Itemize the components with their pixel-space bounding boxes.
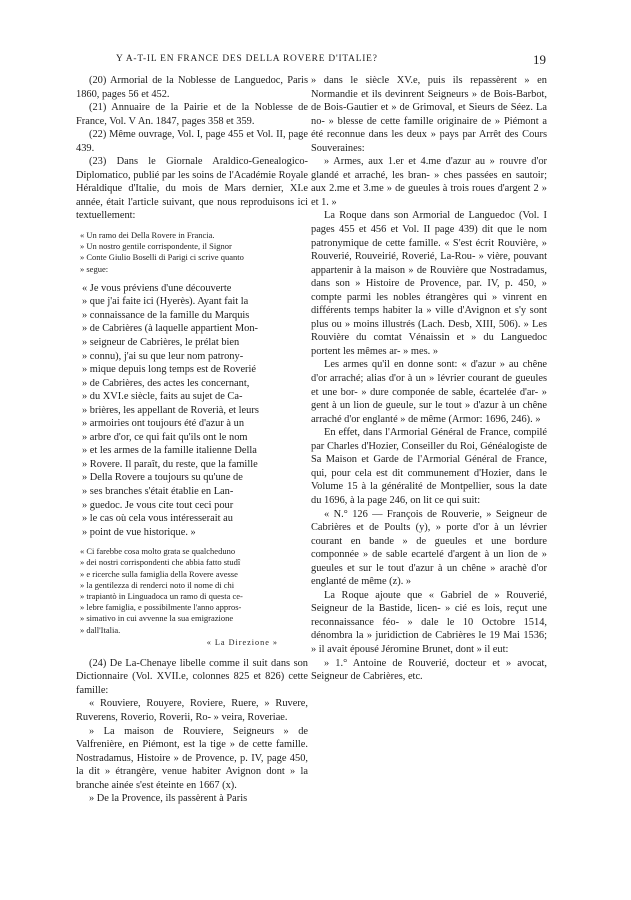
quote-line: » de Cabrières (à laquelle appartient Mon- [82,323,258,335]
footnote-24: (24) De La-Chenaye libelle comme il suit dans son Dictionnaire (Vol. XVII.e, colonnes 825 et 826) cette famille: [76,657,308,696]
page-number: 19 [533,52,546,67]
quote-line: » brières, les appellant de Roverià, et leurs [82,404,259,416]
footnote-22: (22) Même ouvrage, Vol. I, page 455 et Vol. II, page 439. [76,129,308,154]
italian-comment-line: » e ricerche sulla famiglia della Rovere avesse [80,568,238,579]
footnote-24-maison: » La maison de Rouviere, Seigneurs » de Valfrenière, en Piémont, est la tige » de cette famille. Nostradamus, Histoire » de Provence, p. IV, page 450, la dit » étrangère, venue habiter Avignon dont » la branche ainée s'est éteinte en 1667 (x). [76,725,308,791]
footnote-23: (23) Dans le Giornale Araldico-Genealogico-Diplomatico, publié par les soins de l'Académie Royale Héraldique d'Italie, du mois de Mars dernier, XI.e année, était l'article suivant, que nous reproduisons ici textuellement: [76,156,308,222]
quote-line: « Je vous préviens d'une découverte [82,282,232,294]
quote-line: » connu), j'ai su que leur nom patrony- [82,350,244,362]
number-126-paragraph: « N.° 126 — François de Rouverie, » Seigneur de Cabrières et de Poults (y), » porte d'or à un lévrier courant en bande » de gueules et une bordure componnée » de sable ecartelé d'argent à un lion de » gueules et sur le tout d'azur à un chêne » arachè d'or englanté de même (z). » [311,508,547,588]
italian-letter-line: » Conte Giulio Boselli di Parigi ci scrive quanto [80,252,244,263]
italian-comment-line: » dei nostri corrispondenti che abbia fatto studî [80,557,241,568]
italian-letter-line: » Un nostro gentile corrispondente, il Signor [80,241,232,252]
quote-line: » de Cabrières, des actes les concernant, [82,377,250,389]
italian-comment-line: « Ci farebbe cosa molto grata se qualcheduno [80,546,236,557]
signature: « La Direzione » [206,637,278,647]
quote-line: » mique depuis long temps est de Roverié [82,364,257,376]
continuation-paragraph: » dans le siècle XV.e, puis ils repassèrent » en Normandie et ils devinrent Seigneurs » de Bois-Barbot, de Bois-Gautier et » de Grimoval, et Sieurs de Séez. La no- » blesse de cette famille originaire de » Piémont a été reconnue dans les deux » pays par Arrêt des Cours Souveraines: [311,75,547,154]
left-column [76,74,308,806]
footnote-24-provence: » De la Provence, ils passèrent à Paris [89,793,248,805]
italian-comment [76,546,308,636]
footnote-24-names: « Rouviere, Rouyere, Roviere, Ruere, » Ruvere, Ruverens, Roverio, Roverii, Ro- » veira, Roveriae. [76,698,308,724]
italian-comment-line: » lebre famiglia, e possibilmente l'anno appros- [80,602,242,613]
footnote-20: (20) Armorial de la Noblesse de Languedoc, Paris 1860, pages 56 et 452. [76,75,308,100]
quote-line: » seigneur de Cabrières, le prélat bien [82,337,240,349]
quote-line: » et les armes de la famille italienne Della [82,445,257,457]
quote-line: » que j'ai faite ici (Hyerès). Ayant fait la [82,296,249,308]
italian-comment-line: » dall'Italia. [80,624,121,635]
armes-second-paragraph: Les armes qu'il en donne sont: « d'azur » au chêne d'or arraché; alias d'or à un » lévrier courant de gueules et une bor- » dure componée de sable, écartelée d'ar- » gent à un lion de gueule, sur le tout » d'azur à un chêne arraché d'or englanté » de même (Armor: 1696, 246). » [311,359,547,425]
italian-letter-line: « Un ramo dei Della Rovere in Francia. [80,230,215,241]
quote-line: » guedoc. Je vous cite tout ceci pour [82,499,234,511]
quote-line: » arbre d'or, ce qui fait qu'ils ont le nom [82,431,248,443]
quote-line: » Rovere. Il paraît, du reste, que la famille [82,458,258,470]
italian-comment-line: » trapiantò in Linguadoca un ramo di questa ce- [80,591,243,602]
italian-comment-line: » simativo in cui avvenne la sua emigrazione [80,613,234,624]
italian-letter [76,230,308,275]
quote-line: » du XVI.e siècle, faits au sujet de Ca- [82,391,243,403]
la-roque-paragraph: La Roque dans son Armorial de Languedoc (Vol. I pages 455 et 456 et Vol. II page 439) dit que le nom patronymique de cette famille. « S'est écrit Rouvière, » Rouverié, Rouveirié, Roverié, La-Rou- » vière, pouvant appartenir à la maison » de Rouvière que Nostradamus, dans son » Histoire de Provence, par. IV, p. 450, » compte parmi les nobles étrangères qui » vinrent en différents temps habiter la » ville d'Avignon et s'y sont plus ou » moins illustrés (Lach. Desb, XIII, 506). » Les Rouvière du comtat Vénaissin et » du Languedoc portent les mêmes ar- » mes. » [311,210,547,357]
italian-comment-line: » la gentilezza di renderci noto il nome di chi [80,579,235,590]
footnote-21: (21) Annuaire de la Pairie et de la Noblesse de France, Vol. V An. 1847, pages 358 et 359. [76,102,308,127]
right-column [311,74,547,684]
quote-line: » le cas où cela vous intéresserait au [82,513,233,525]
italian-letter-line: » segue: [80,263,109,274]
armes-paragraph: » Armes, aux 1.er et 4.me d'azur au » rouvre d'or glandé et arraché, les bran- » ches passées en sautoir; aux 2.me et 3.me » de gueules à trois roues d'argent 2 » et 1. » [311,156,547,208]
hozier-paragraph: En effet, dans l'Armorial Général de France, compilé par Charles d'Hozier, Conseiller du Roi, Généalogiste de Sa Maison et Garde de l'Armorial Général de France, qui, pour cela est dit communement d'Hozier, dans le Volume 15 à la généralité de Montpellier, sous la date du 1696, à la page 246, on lit ce qui suit: [311,427,547,506]
quote-line: » point de vue historique. » [82,526,196,538]
quote-line: » ses branches s'était établie en Lan- [82,486,234,498]
la-roque-adds-paragraph: La Roque ajoute que « Gabriel de » Rouverié, Seigneur de la Bastide, licen- » cié es lois, reçut une reconnaissance féo- » dale le 10 Octobre 1514, dénombra la » juridiction de Cabrières le 19 Mai 1536; » il avait épousé Jéromine Brunet, dont » il eut: [311,589,547,655]
quote-line: » armoiries ont toujours été d'azur à un [82,418,245,430]
running-title: Y A-T-IL EN FRANCE DES DELLA ROVERE D'ITALIE? [116,54,378,64]
page-header [76,52,546,70]
quote-line: » Della Rovere a toujours su qu'une de [82,472,243,484]
antoine-paragraph: » 1.° Antoine de Rouverié, docteur et » avocat, Seigneur de Cabrières, etc. [311,657,547,683]
quote-line: » connaissance de la famille du Marquis [82,309,250,321]
french-quote [76,282,308,539]
